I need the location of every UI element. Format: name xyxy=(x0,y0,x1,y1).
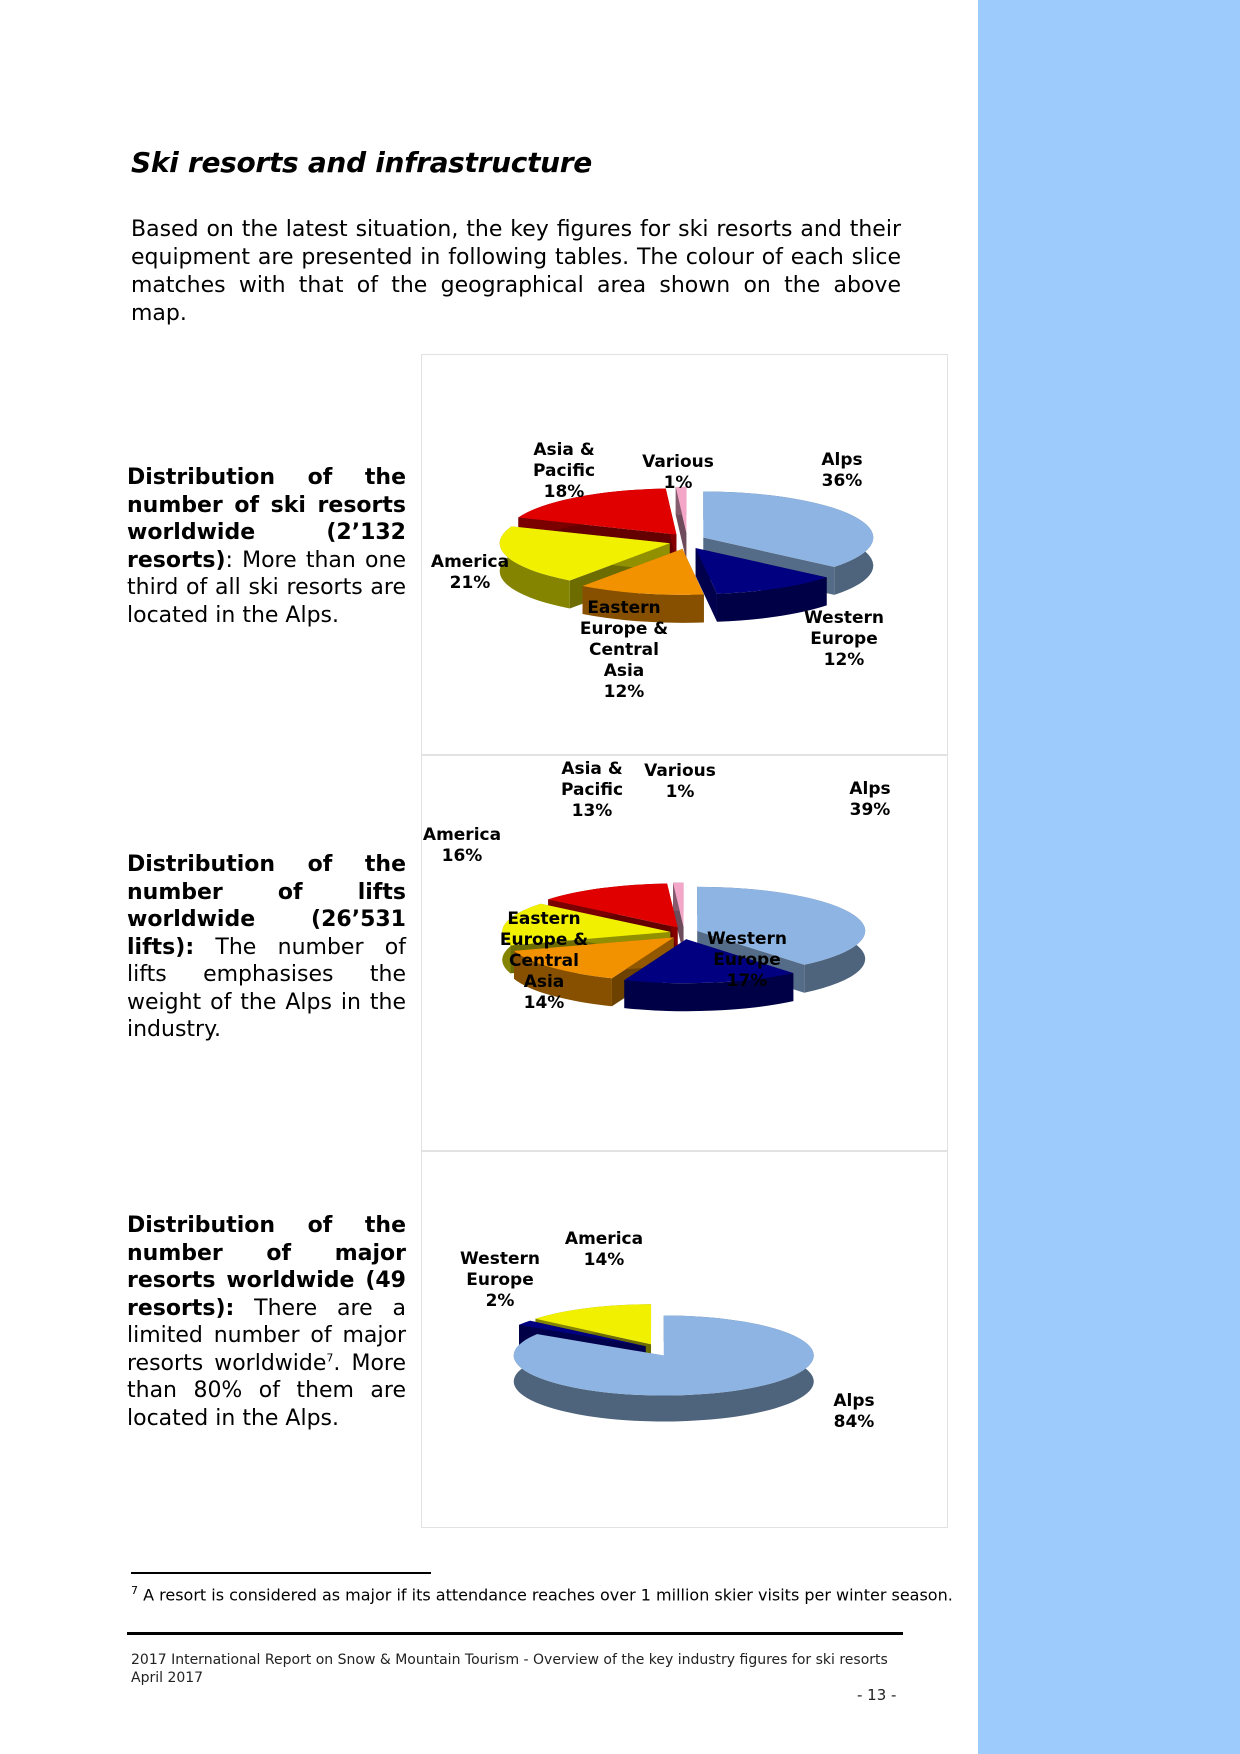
footer-date: April 2017 xyxy=(131,1670,204,1686)
section-major-resorts-heading: Distribution of the number of major resorts worldwide (49 resorts): xyxy=(127,1213,406,1321)
label-alps: Alps 84% xyxy=(833,1391,875,1432)
footnote-separator xyxy=(131,1572,431,1574)
footnote-number: 7 xyxy=(131,1584,138,1597)
section-lifts-text xyxy=(127,851,406,1044)
section-lifts-body: The number of lifts emphasises the weight of the Alps in the industry. xyxy=(127,934,406,1042)
sidebar-band xyxy=(978,0,1240,1754)
section-ski-resorts-text xyxy=(127,464,406,629)
footnote-reference: 7 xyxy=(326,1351,334,1365)
page-number: - 13 - xyxy=(857,1686,897,1704)
chart-major-resorts xyxy=(421,1151,948,1528)
footer-rule xyxy=(127,1632,903,1635)
label-western-europe: Western Europe 2% xyxy=(460,1249,540,1311)
footer-report-title: 2017 International Report on Snow & Mountain Tourism - Overview of the key industry figures for ski resorts xyxy=(131,1652,888,1668)
section-major-resorts-body-end: . More than 80% of them are located in the Alps. xyxy=(127,1350,407,1431)
footnote-text: A resort is considered as major if its attendance reaches over 1 million skier visits per winter season. xyxy=(138,1585,953,1605)
chart-ski-resorts xyxy=(421,354,948,755)
label-america: America 14% xyxy=(564,1229,644,1270)
label-eastern-europe-central-asia: Eastern Europe & Central Asia 14% xyxy=(499,909,589,1013)
label-eastern-europe-central-asia: Eastern Europe & Central Asia 12% xyxy=(579,598,669,702)
chart-lifts xyxy=(421,755,948,1151)
label-western-europe: Western Europe 12% xyxy=(804,608,884,670)
footnote xyxy=(131,1584,953,1604)
label-alps: Alps 36% xyxy=(821,450,863,491)
label-various: Various 1% xyxy=(642,452,714,493)
intro-paragraph: Based on the latest situation, the key figures for ski resorts and their equipment are presented in following tables. The colour of each slice matches with that of the geographical area shown on the above map. xyxy=(131,217,901,326)
label-alps: Alps 39% xyxy=(849,779,891,820)
footer-text xyxy=(131,1651,888,1687)
label-asia-pacific: Asia & Pacific 13% xyxy=(560,759,624,821)
section-major-resorts-text xyxy=(127,1212,406,1432)
label-america: America 21% xyxy=(430,552,510,593)
section-lifts-heading: Distribution of the number of lifts worldwide (26’531 lifts): xyxy=(127,852,406,960)
chart-ski-resorts-svg xyxy=(422,355,949,756)
label-western-europe: Western Europe 17% xyxy=(707,929,787,991)
label-various: Various 1% xyxy=(644,761,716,802)
page-title: Ski resorts and infrastructure xyxy=(131,146,592,179)
chart-major-resorts-svg xyxy=(422,1152,949,1529)
section-ski-resorts-body: : More than one third of all ski resorts are located in the Alps. xyxy=(127,547,406,628)
section-major-resorts-body: There are a limited number of major resorts worldwide xyxy=(127,1295,406,1376)
chart-lifts-svg xyxy=(422,756,949,1152)
section-ski-resorts-heading: Distribution of the number of ski resorts worldwide (2’132 resorts) xyxy=(127,465,406,573)
label-america: America 16% xyxy=(422,825,502,866)
label-asia-pacific: Asia & Pacific 18% xyxy=(532,440,596,502)
